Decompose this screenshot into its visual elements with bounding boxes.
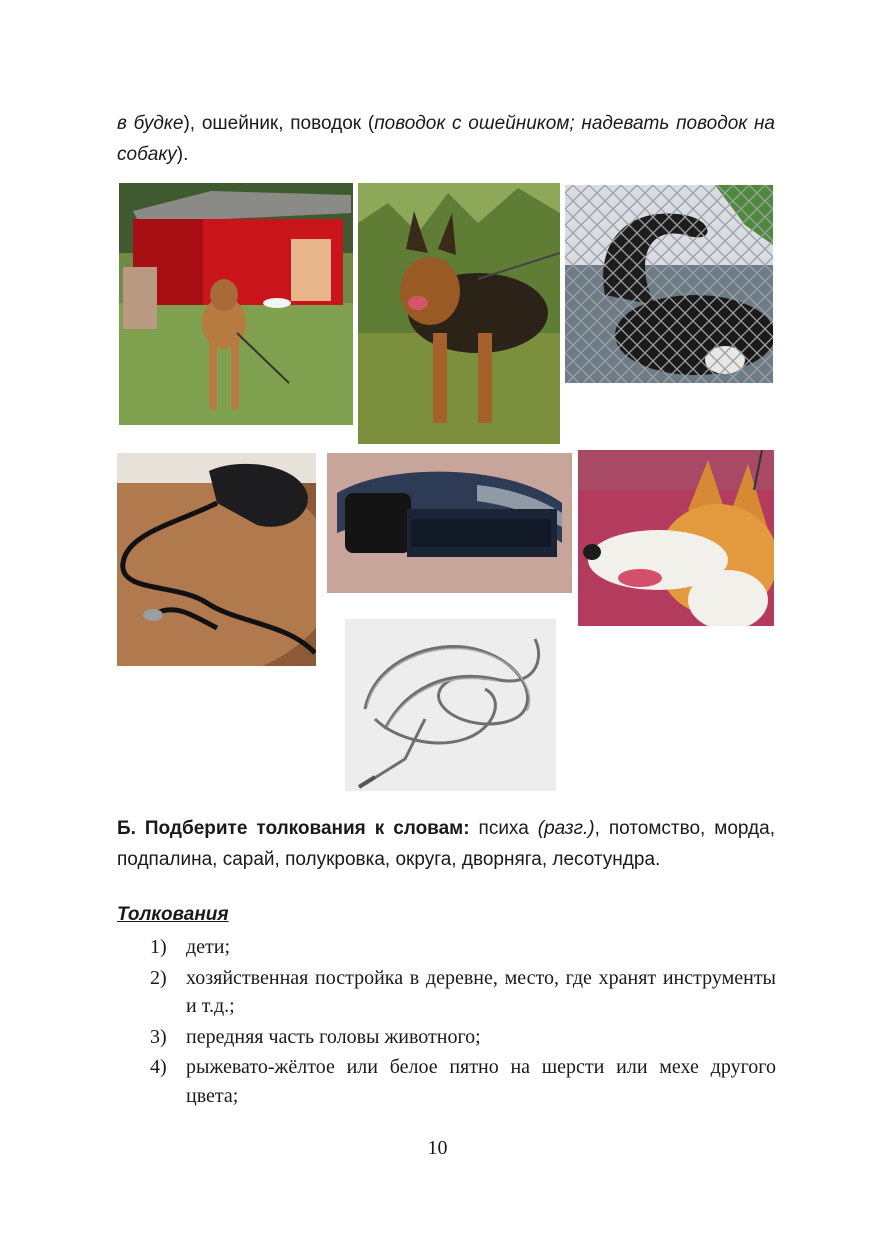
list-item xyxy=(150,933,776,962)
list-item-number: 2) xyxy=(150,966,167,989)
task-b-paragraph xyxy=(117,813,775,875)
list-item-number: 3) xyxy=(150,1025,167,1048)
list-item xyxy=(150,1053,776,1110)
photo-german-shepherd-on-leash xyxy=(358,183,560,444)
list-item-number: 1) xyxy=(150,936,167,958)
list-item-text: рыжевато-жёлтое или белое пятно на шерсти или мехе другого цвета; xyxy=(186,1056,776,1107)
leash-photo-icon xyxy=(117,453,316,666)
definitions-heading: Толкования xyxy=(117,904,229,925)
chain-photo-icon xyxy=(345,619,556,791)
photo-dog-by-red-kennel xyxy=(119,183,353,425)
task-b-words-1: психа xyxy=(478,818,538,839)
corgi-photo-icon xyxy=(578,450,774,626)
photo-corgi xyxy=(578,450,774,626)
intro-italic-2: поводок с ошейником; надевать поводок на собаку xyxy=(117,113,775,165)
task-b-label: Б. Подберите толкования к словам: xyxy=(117,818,470,839)
intro-plain-2: ). xyxy=(176,144,189,165)
task-b-words-2: , потомство, морда, подпалина, сарай, полукровка, округа, дворняга, лесотундра. xyxy=(117,818,775,870)
photo-dog-behind-fence xyxy=(565,185,773,383)
dog-kennel-photo-icon xyxy=(119,183,353,425)
photo-dog-collar xyxy=(327,453,572,593)
list-item-text: дети; xyxy=(186,936,231,958)
list-item-text: хозяйственная постройка в деревне, место, где хранят инструменты и т.д.; xyxy=(186,966,776,1017)
intro-plain-1: ), ошейник, поводок ( xyxy=(183,113,375,134)
list-item-number: 4) xyxy=(150,1056,167,1078)
list-item xyxy=(150,964,776,1021)
fence-dog-photo-icon xyxy=(565,185,773,383)
collar-photo-icon xyxy=(327,453,572,593)
list-item-text: передняя часть головы животного; xyxy=(186,1025,481,1048)
task-b-note: (разг.) xyxy=(537,818,595,839)
photo-retractable-leash xyxy=(117,453,316,666)
page-number: 10 xyxy=(427,1137,448,1159)
photo-metal-chain xyxy=(345,619,556,791)
list-item xyxy=(150,1023,776,1052)
intro-italic-1: в будке xyxy=(117,113,184,134)
shepherd-photo-icon xyxy=(358,183,560,444)
definitions-list xyxy=(150,933,776,1112)
intro-paragraph xyxy=(117,108,775,170)
